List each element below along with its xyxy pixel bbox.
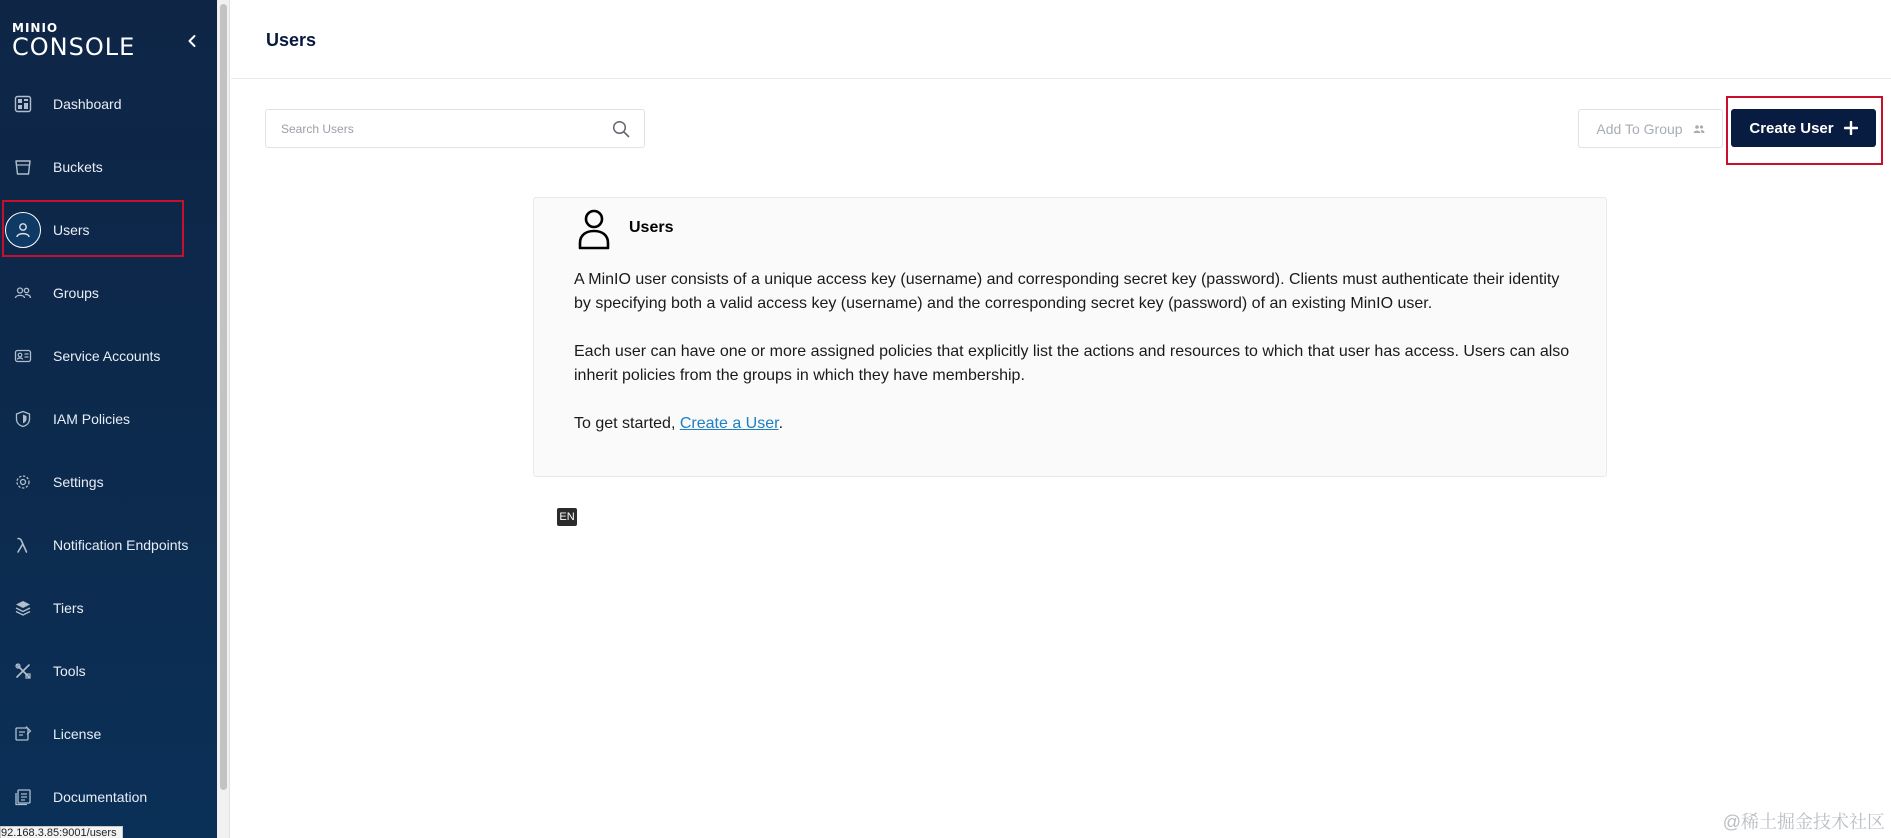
main-content [231, 0, 1891, 838]
sidebar-item-tiers[interactable] [0, 576, 217, 639]
license-icon [12, 723, 34, 745]
sidebar-item-label: License [53, 725, 102, 742]
status-url-tooltip: 92.168.3.85:9001/users [0, 826, 123, 838]
add-to-group-button[interactable] [1578, 109, 1723, 148]
sidebar-menu [0, 72, 217, 828]
info-paragraph-1: A MinIO user consists of a unique access key (username) and corresponding secret key (password). Clients must authenticate their identity by specifying both a valid access key (username) and the corresponding secret key (password) of an existing MinIO user. [574, 271, 1560, 312]
info-card-title: Users [629, 219, 674, 236]
create-user-highlight-box [1726, 96, 1883, 165]
tools-icon [12, 660, 34, 682]
search-input[interactable] [266, 110, 596, 147]
sidebar-item-label: Service Accounts [53, 347, 161, 364]
sidebar-scrollbar-thumb[interactable] [220, 4, 227, 790]
language-badge[interactable]: EN [557, 508, 577, 526]
sidebar-item-label: IAM Policies [53, 410, 131, 427]
get-started-text: To get started, [574, 415, 680, 432]
dashboard-icon [12, 93, 34, 115]
sidebar-item-settings[interactable] [0, 450, 217, 513]
documentation-icon [12, 786, 34, 808]
sidebar-item-documentation[interactable] [0, 765, 217, 828]
sidebar-item-label: Groups [53, 284, 99, 301]
sidebar-item-buckets[interactable] [0, 135, 217, 198]
minio-console-logo[interactable] [12, 22, 135, 60]
shield-icon [12, 408, 34, 430]
service-accounts-icon [12, 345, 34, 367]
sidebar-item-tools[interactable] [0, 639, 217, 702]
lambda-icon [12, 534, 34, 556]
user-icon [577, 208, 611, 250]
sidebar-item-groups[interactable] [0, 261, 217, 324]
sidebar-item-license[interactable] [0, 702, 217, 765]
watermark: @稀土掘金技术社区 [1722, 812, 1885, 832]
sidebar-item-dashboard[interactable] [0, 72, 217, 135]
brand-name: CONSOLE [12, 33, 136, 61]
sidebar-item-label: Tools [53, 662, 86, 679]
groups-icon [12, 282, 34, 304]
add-to-group-label: Add To Group [1596, 120, 1683, 137]
sidebar-item-notification-endpoints[interactable] [0, 513, 217, 576]
sidebar-item-label: Tiers [53, 599, 84, 616]
search-icon[interactable] [612, 120, 630, 138]
bucket-icon [12, 156, 34, 178]
sidebar-item-service-accounts[interactable] [0, 324, 217, 387]
info-paragraph-2: Each user can have one or more assigned policies that explicitly list the actions and resources to which that user has access. Users can also inherit policies from the groups in which they have membership. [574, 343, 1570, 384]
gear-icon [12, 471, 34, 493]
sidebar-item-label: Buckets [53, 158, 103, 175]
users-info-card [533, 197, 1607, 477]
search-box [265, 109, 645, 148]
sidebar-item-iam-policies[interactable] [0, 387, 217, 450]
info-paragraph-3 [574, 412, 1574, 436]
groups-icon [1693, 124, 1705, 134]
users-highlight-box [2, 200, 184, 257]
create-a-user-link[interactable]: Create a User [679, 415, 779, 432]
collapse-sidebar-icon[interactable] [184, 33, 200, 49]
create-user-label: Create User [1749, 119, 1834, 137]
brand-top-text: MINIO [12, 21, 59, 35]
page-header [231, 0, 1891, 79]
tiers-icon [12, 597, 34, 619]
page-title: Users [266, 30, 317, 50]
sidebar-item-label: Notification Endpoints [53, 536, 189, 553]
sidebar-item-label: Dashboard [53, 95, 122, 112]
sidebar-item-label: Documentation [53, 788, 148, 805]
sidebar-item-label: Settings [53, 473, 104, 490]
sidebar [0, 0, 217, 838]
get-started-suffix: . [778, 415, 784, 432]
sidebar-item-label: Users [53, 221, 90, 238]
